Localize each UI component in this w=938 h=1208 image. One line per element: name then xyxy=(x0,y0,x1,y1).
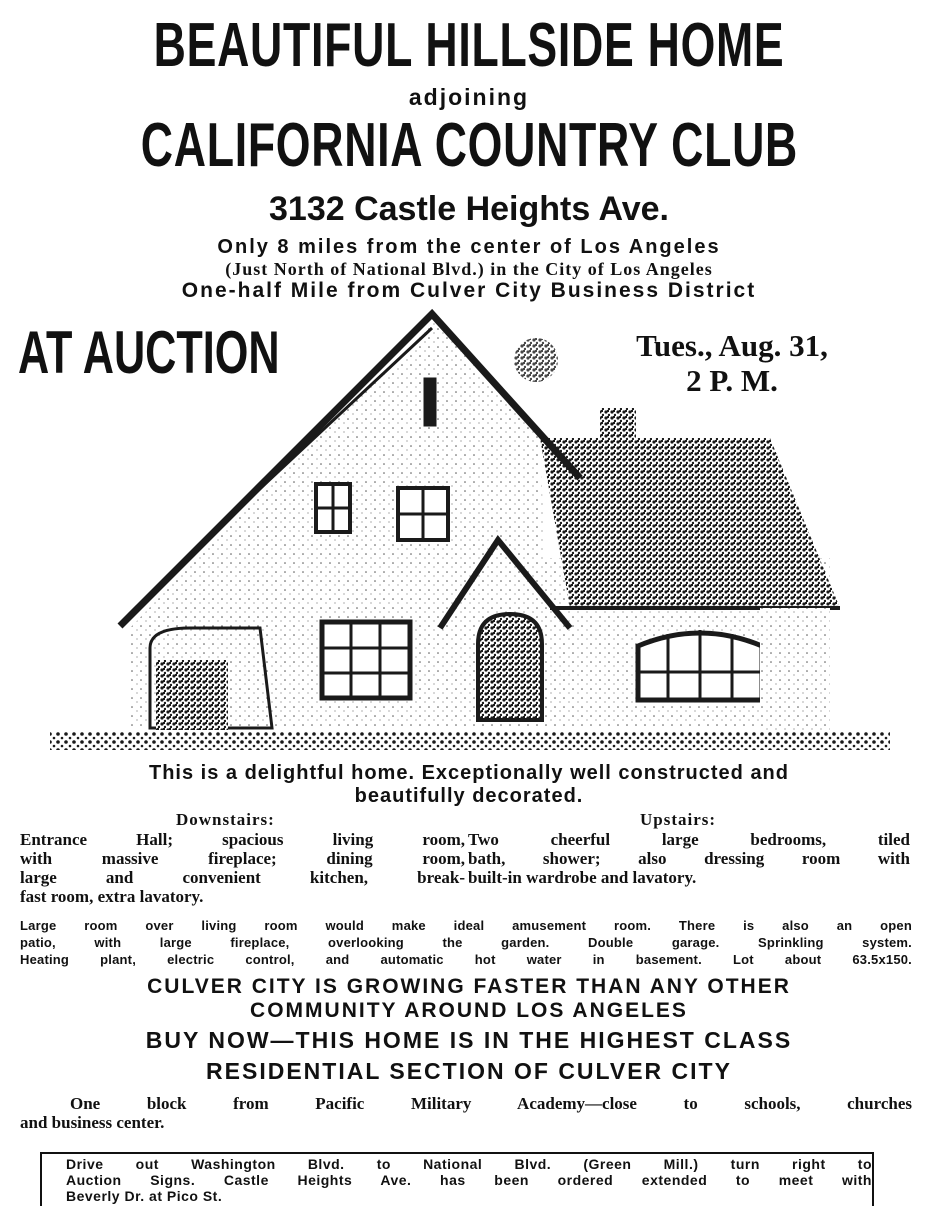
growth-line1: CULVER CITY IS GROWING FASTER THAN ANY OTHER xyxy=(147,975,791,998)
directions-line: Drive out Washington Blvd. to National Blvd. (Green Mill.) turn right to xyxy=(66,1156,872,1172)
headline-adjoining: adjoining xyxy=(408,84,530,110)
amenities-line2: and business center. xyxy=(20,1113,165,1132)
directions-line: Beverly Dr. at Pico St. xyxy=(66,1188,223,1204)
location-line2: (Just North of National Blvd.) in the City of Los Angeles xyxy=(225,259,713,279)
auction-datetime xyxy=(592,328,872,398)
details-line: patio, with large fireplace, overlooking the garden. Double garage. Sprinkling system. xyxy=(20,935,912,950)
downstairs-line: fast room, extra lavatory. xyxy=(20,887,204,906)
downstairs-line: Entrance Hall; spacious living room, xyxy=(20,830,465,849)
buy-now-line1: BUY NOW—THIS HOME IS IN THE HIGHEST CLASS xyxy=(145,1027,793,1053)
auction-label: AT AUCTION xyxy=(18,319,280,386)
upstairs-line: built-in wardrobe and lavatory. xyxy=(468,868,697,887)
intro-line1: This is a delightful home. Exceptionally well constructed and xyxy=(149,762,789,784)
auction-time: 2 P. M. xyxy=(686,363,778,398)
upstairs-line: bath, shower; also dressing room with xyxy=(468,849,910,868)
nearby-amenities xyxy=(20,1094,912,1132)
headline-primary xyxy=(0,10,938,81)
growth-line2: COMMUNITY AROUND LOS ANGELES xyxy=(250,999,688,1022)
auction-date: Tues., Aug. 31, xyxy=(636,328,828,363)
location-line3: One-half Mile from Culver City Business District xyxy=(181,279,757,302)
amenities-line1: One block from Pacific Military Academy—close to schools, churches xyxy=(70,1094,912,1113)
growth-statement xyxy=(0,975,938,1023)
intro-line2: beautifully decorated. xyxy=(354,785,584,807)
directions-text xyxy=(66,1156,872,1204)
headline-line1: BEAUTIFUL HILLSIDE HOME xyxy=(153,11,785,80)
intro-text xyxy=(0,762,938,808)
location-line1: Only 8 miles from the center of Los Angeles xyxy=(217,236,721,258)
upstairs-line: Two cheerful large bedrooms, tiled xyxy=(468,830,910,849)
buy-now-line2: RESIDENTIAL SECTION OF CULVER CITY xyxy=(206,1058,732,1084)
downstairs-line: large and convenient kitchen, break- xyxy=(20,868,465,887)
property-address: 3132 Castle Heights Ave. xyxy=(269,190,669,228)
downstairs-line: with massive fireplace; dining room, xyxy=(20,849,465,868)
downstairs-heading: Downstairs: xyxy=(176,810,275,829)
details-line: Heating plant, electric control, and automatic hot water in basement. Lot about 63.5x150. xyxy=(20,952,912,967)
property-details xyxy=(20,917,912,968)
upstairs-description xyxy=(468,830,910,887)
headline-line2: CALIFORNIA COUNTRY CLUB xyxy=(140,111,798,180)
details-line: Large room over living room would make ideal amusement room. There is also an open xyxy=(20,918,912,933)
upstairs-heading: Upstairs: xyxy=(640,810,717,829)
buy-now-statement xyxy=(0,1025,938,1087)
directions-line: Auction Signs. Castle Heights Ave. has been ordered extended to meet with xyxy=(66,1172,872,1188)
downstairs-description xyxy=(20,830,465,906)
headline-secondary xyxy=(0,110,938,181)
